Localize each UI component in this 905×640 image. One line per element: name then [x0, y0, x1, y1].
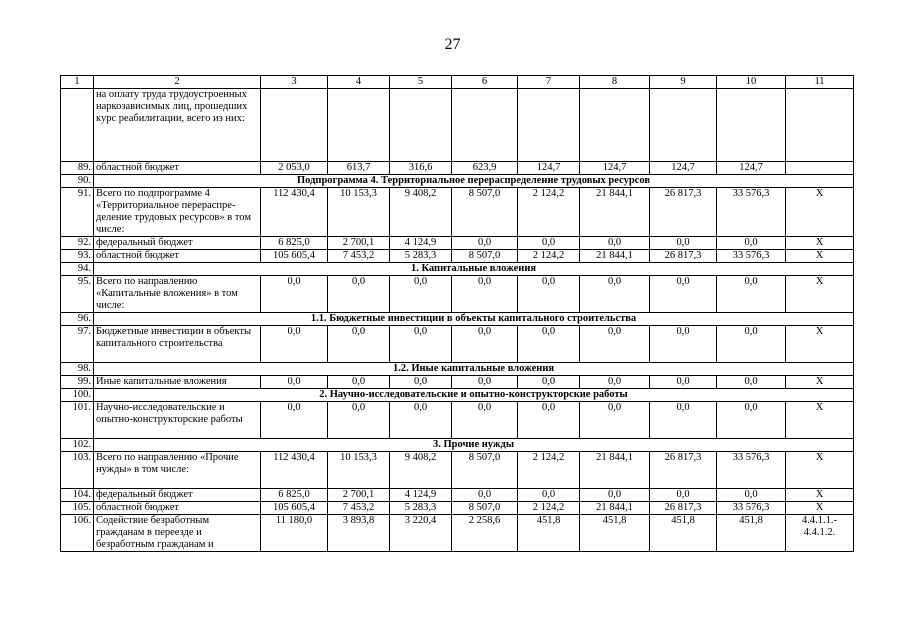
value-cell-col-5: 4 124,9: [390, 237, 452, 250]
value-cell-col-9: [650, 89, 717, 162]
section-row: [61, 363, 854, 376]
value-cell-col-5: 0,0: [390, 402, 452, 439]
table-row: [61, 515, 854, 552]
value-cell-col-6: 0,0: [452, 276, 518, 313]
value-cell-col-5: 316,6: [390, 162, 452, 175]
row-name: федеральный бюджет: [94, 489, 261, 502]
row-number: 91.: [61, 188, 94, 237]
value-cell-col-9: 26 817,3: [650, 452, 717, 489]
section-title: 1.1. Бюджетные инвестиции в объекты капитального строительства: [94, 313, 854, 326]
value-cell-col-7: 0,0: [518, 276, 580, 313]
row-name: Содействие безработным гражданам в переезде и безработным гражданам и: [94, 515, 261, 552]
row-number: 103.: [61, 452, 94, 489]
section-row: [61, 263, 854, 276]
page-number: 27: [444, 36, 461, 53]
reference-cell: X: [786, 276, 854, 313]
value-cell-col-10: [717, 89, 786, 162]
value-cell-col-3: 0,0: [261, 326, 328, 363]
row-name: на оплату труда трудоустроенных наркозависимых лиц, прошедших курс реабилитации, всего из них:: [94, 89, 261, 162]
value-cell-col-9: 0,0: [650, 237, 717, 250]
value-cell-col-5: 9 408,2: [390, 452, 452, 489]
value-cell-col-6: 623,9: [452, 162, 518, 175]
value-cell-col-8: 0,0: [580, 489, 650, 502]
row-name: федеральный бюджет: [94, 237, 261, 250]
value-cell-col-6: 0,0: [452, 237, 518, 250]
row-number: 92.: [61, 237, 94, 250]
value-cell-col-7: 2 124,2: [518, 452, 580, 489]
value-cell-col-10: 124,7: [717, 162, 786, 175]
value-cell-col-7: 2 124,2: [518, 502, 580, 515]
value-cell-col-10: 33 576,3: [717, 502, 786, 515]
value-cell-col-6: [452, 89, 518, 162]
column-header-8: 8: [580, 76, 650, 89]
value-cell-col-7: 0,0: [518, 376, 580, 389]
value-cell-col-3: 105 605,4: [261, 250, 328, 263]
row-name: Научно-исследовательские и опытно-конструкторские работы: [94, 402, 261, 439]
reference-cell: X: [786, 489, 854, 502]
value-cell-col-3: 0,0: [261, 276, 328, 313]
value-cell-col-7: 0,0: [518, 237, 580, 250]
value-cell-col-9: 26 817,3: [650, 188, 717, 237]
value-cell-col-3: 6 825,0: [261, 489, 328, 502]
column-header-1: 1: [61, 76, 94, 89]
value-cell-col-8: 21 844,1: [580, 188, 650, 237]
reference-cell: X: [786, 188, 854, 237]
value-cell-col-7: 0,0: [518, 402, 580, 439]
reference-cell: X: [786, 237, 854, 250]
row-number: 99.: [61, 376, 94, 389]
value-cell-col-4: 3 893,8: [328, 515, 390, 552]
row-name: Всего по направлению «Прочие нужды» в том числе:: [94, 452, 261, 489]
section-title: 2. Научно-исследовательские и опытно-конструкторские работы: [94, 389, 854, 402]
column-number-row: [61, 76, 854, 89]
value-cell-col-9: 451,8: [650, 515, 717, 552]
value-cell-col-8: 124,7: [580, 162, 650, 175]
value-cell-col-8: 0,0: [580, 237, 650, 250]
value-cell-col-10: 0,0: [717, 376, 786, 389]
value-cell-col-5: 0,0: [390, 326, 452, 363]
column-header-11: 11: [786, 76, 854, 89]
reference-cell: X: [786, 376, 854, 389]
value-cell-col-3: 0,0: [261, 376, 328, 389]
value-cell-col-5: 4 124,9: [390, 489, 452, 502]
value-cell-col-4: 2 700,1: [328, 237, 390, 250]
row-number: 98.: [61, 363, 94, 376]
section-title: Подпрограмма 4. Территориальное перераспределение трудовых ресурсов: [94, 175, 854, 188]
table-row: [61, 502, 854, 515]
row-number: 93.: [61, 250, 94, 263]
row-name: областной бюджет: [94, 162, 261, 175]
value-cell-col-5: 3 220,4: [390, 515, 452, 552]
row-number: 101.: [61, 402, 94, 439]
value-cell-col-4: 7 453,2: [328, 250, 390, 263]
value-cell-col-7: 0,0: [518, 489, 580, 502]
value-cell-col-5: 0,0: [390, 376, 452, 389]
value-cell-col-7: 2 124,2: [518, 188, 580, 237]
row-name: Иные капитальные вложения: [94, 376, 261, 389]
value-cell-col-7: 0,0: [518, 326, 580, 363]
row-name: областной бюджет: [94, 250, 261, 263]
value-cell-col-8: 451,8: [580, 515, 650, 552]
value-cell-col-10: 0,0: [717, 489, 786, 502]
row-number: 104.: [61, 489, 94, 502]
value-cell-col-5: 0,0: [390, 276, 452, 313]
value-cell-col-5: 9 408,2: [390, 188, 452, 237]
value-cell-col-6: 8 507,0: [452, 452, 518, 489]
value-cell-col-6: 8 507,0: [452, 188, 518, 237]
section-title: 1. Капитальные вложения: [94, 263, 854, 276]
section-row: [61, 175, 854, 188]
row-name: Всего по направлению «Капитальные вложения» в том числе:: [94, 276, 261, 313]
value-cell-col-8: 21 844,1: [580, 452, 650, 489]
value-cell-col-6: 0,0: [452, 489, 518, 502]
value-cell-col-3: 112 430,4: [261, 452, 328, 489]
table-row: [61, 89, 854, 162]
value-cell-col-4: [328, 89, 390, 162]
section-row: [61, 313, 854, 326]
value-cell-col-5: [390, 89, 452, 162]
value-cell-col-6: 8 507,0: [452, 250, 518, 263]
row-number: 102.: [61, 439, 94, 452]
value-cell-col-9: 26 817,3: [650, 502, 717, 515]
value-cell-col-6: 0,0: [452, 326, 518, 363]
reference-cell: X: [786, 452, 854, 489]
value-cell-col-10: 0,0: [717, 402, 786, 439]
value-cell-col-4: 0,0: [328, 276, 390, 313]
value-cell-col-3: 6 825,0: [261, 237, 328, 250]
row-number: 94.: [61, 263, 94, 276]
table-row: [61, 188, 854, 237]
row-number: 90.: [61, 175, 94, 188]
value-cell-col-6: 0,0: [452, 376, 518, 389]
value-cell-col-4: 10 153,3: [328, 188, 390, 237]
section-row: [61, 439, 854, 452]
value-cell-col-7: [518, 89, 580, 162]
value-cell-col-9: 0,0: [650, 402, 717, 439]
row-number: 106.: [61, 515, 94, 552]
value-cell-col-8: 21 844,1: [580, 250, 650, 263]
table-row: [61, 276, 854, 313]
budget-table: [60, 75, 854, 552]
value-cell-col-10: 33 576,3: [717, 452, 786, 489]
value-cell-col-10: 0,0: [717, 326, 786, 363]
value-cell-col-8: 0,0: [580, 402, 650, 439]
value-cell-col-8: [580, 89, 650, 162]
value-cell-col-4: 0,0: [328, 376, 390, 389]
column-header-6: 6: [452, 76, 518, 89]
table-row: [61, 250, 854, 263]
row-number: 100.: [61, 389, 94, 402]
value-cell-col-6: 0,0: [452, 402, 518, 439]
row-name: областной бюджет: [94, 502, 261, 515]
table-row: [61, 237, 854, 250]
value-cell-col-3: 0,0: [261, 402, 328, 439]
value-cell-col-4: 0,0: [328, 326, 390, 363]
table-row: [61, 326, 854, 363]
row-name: Бюджетные инвестиции в объекты капитального строительства: [94, 326, 261, 363]
reference-cell: X: [786, 326, 854, 363]
table-row: [61, 402, 854, 439]
value-cell-col-6: 2 258,6: [452, 515, 518, 552]
value-cell-col-8: 0,0: [580, 326, 650, 363]
value-cell-col-7: 451,8: [518, 515, 580, 552]
value-cell-col-9: 0,0: [650, 489, 717, 502]
reference-cell: 4.4.1.1.- 4.4.1.2.: [786, 515, 854, 552]
value-cell-col-3: 112 430,4: [261, 188, 328, 237]
column-header-7: 7: [518, 76, 580, 89]
value-cell-col-5: 5 283,3: [390, 502, 452, 515]
column-header-5: 5: [390, 76, 452, 89]
table-body: [61, 76, 854, 552]
reference-cell: [786, 89, 854, 162]
value-cell-col-4: 613,7: [328, 162, 390, 175]
value-cell-col-8: 21 844,1: [580, 502, 650, 515]
row-number: 105.: [61, 502, 94, 515]
reference-cell: X: [786, 250, 854, 263]
value-cell-col-9: 124,7: [650, 162, 717, 175]
section-title: 3. Прочие нужды: [94, 439, 854, 452]
value-cell-col-3: 2 053,0: [261, 162, 328, 175]
value-cell-col-8: 0,0: [580, 376, 650, 389]
value-cell-col-9: 26 817,3: [650, 250, 717, 263]
value-cell-col-8: 0,0: [580, 276, 650, 313]
value-cell-col-7: 124,7: [518, 162, 580, 175]
reference-cell: X: [786, 502, 854, 515]
row-number: 97.: [61, 326, 94, 363]
table-row: [61, 162, 854, 175]
value-cell-col-4: 0,0: [328, 402, 390, 439]
value-cell-col-10: 33 576,3: [717, 250, 786, 263]
value-cell-col-6: 8 507,0: [452, 502, 518, 515]
value-cell-col-9: 0,0: [650, 326, 717, 363]
row-number: 89.: [61, 162, 94, 175]
value-cell-col-4: 7 453,2: [328, 502, 390, 515]
value-cell-col-7: 2 124,2: [518, 250, 580, 263]
column-header-3: 3: [261, 76, 328, 89]
value-cell-col-3: 11 180,0: [261, 515, 328, 552]
section-row: [61, 389, 854, 402]
column-header-2: 2: [94, 76, 261, 89]
value-cell-col-10: 0,0: [717, 237, 786, 250]
value-cell-col-9: 0,0: [650, 276, 717, 313]
column-header-10: 10: [717, 76, 786, 89]
value-cell-col-4: 10 153,3: [328, 452, 390, 489]
value-cell-col-10: 451,8: [717, 515, 786, 552]
value-cell-col-9: 0,0: [650, 376, 717, 389]
column-header-9: 9: [650, 76, 717, 89]
row-name: Всего по подпрограмме 4 «Территориальное перераспре-деление трудовых ресурсов» в том числе:: [94, 188, 261, 237]
row-number: 96.: [61, 313, 94, 326]
row-number: 95.: [61, 276, 94, 313]
reference-cell: X: [786, 402, 854, 439]
value-cell-col-10: 33 576,3: [717, 188, 786, 237]
row-number: [61, 89, 94, 162]
value-cell-col-3: [261, 89, 328, 162]
value-cell-col-5: 5 283,3: [390, 250, 452, 263]
value-cell-col-10: 0,0: [717, 276, 786, 313]
value-cell-col-3: 105 605,4: [261, 502, 328, 515]
table-row: [61, 376, 854, 389]
value-cell-col-4: 2 700,1: [328, 489, 390, 502]
reference-cell: [786, 162, 854, 175]
table-row: [61, 489, 854, 502]
section-title: 1.2. Иные капитальные вложения: [94, 363, 854, 376]
column-header-4: 4: [328, 76, 390, 89]
table-row: [61, 452, 854, 489]
